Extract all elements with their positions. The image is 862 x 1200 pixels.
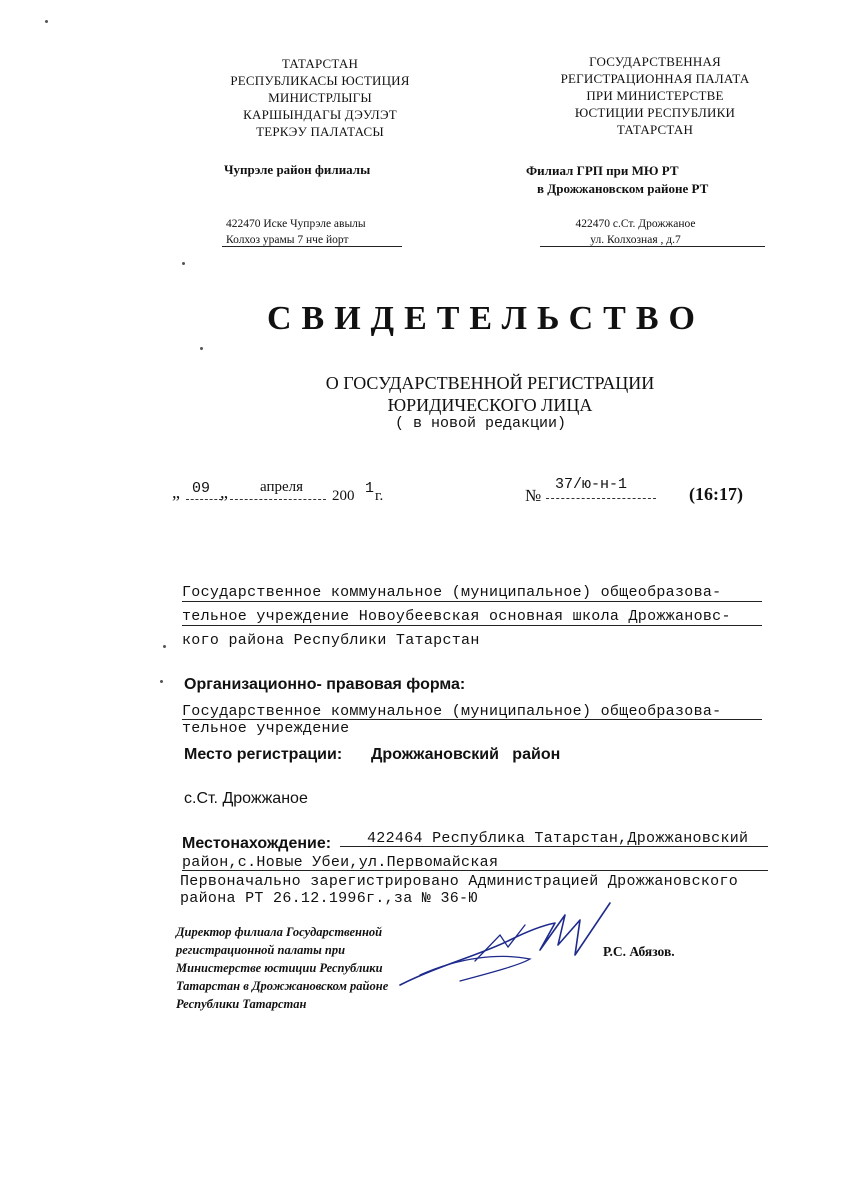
date-year-prefix: 200 — [332, 488, 355, 504]
initial-registration-line: Первоначально зарегистрировано Администрацией Дрожжановского — [180, 873, 739, 890]
scan-speck — [182, 262, 185, 265]
header-left-line: МИНИСТРЛЫГЫ — [268, 90, 372, 105]
header-right-line: ЮСТИЦИИ РЕСПУБЛИКИ — [574, 105, 736, 120]
signatory-block — [176, 923, 388, 1013]
document-title: СВИДЕТЕЛЬСТВО — [267, 300, 705, 337]
location-rule-1 — [340, 846, 768, 847]
signatory-line: Министерстве юстиции Республики — [176, 961, 383, 975]
date-close-quote: „ — [220, 482, 228, 502]
subtitle — [280, 372, 700, 416]
org-name-rule-1 — [182, 601, 762, 602]
header-left-line: ТАТАРСТАН — [281, 56, 359, 71]
subtitle-line-1: О ГОСУДАРСТВЕННОЙ РЕГИСТРАЦИИ — [325, 373, 655, 393]
location-rule-2 — [182, 870, 768, 871]
header-right-line: ГОСУДАРСТВЕННАЯ — [589, 54, 721, 69]
header-left-branch: Чупрэле район филиалы — [224, 162, 371, 177]
number-label: № — [525, 486, 542, 505]
legal-form-rule — [182, 719, 762, 720]
org-name-line: кого района Республики Татарстан — [182, 632, 480, 649]
date-year-suffix: г. — [375, 488, 384, 504]
date-month: апреля — [260, 479, 304, 495]
initial-registration-line: района РТ 26.12.1996г.,за № 36-Ю — [180, 890, 478, 907]
legal-form-line: Государственное коммунальное (муниципальное) общеобразова- — [182, 703, 722, 720]
location-line-1: 422464 Республика Татарстан,Дрожжановский — [367, 830, 749, 847]
header-right-branch-1: Филиал ГРП при МЮ РТ — [526, 163, 679, 178]
registration-number — [525, 478, 765, 510]
registration-place-value: Дрожжановский район — [371, 746, 561, 763]
signatory-name: Р.С. Абязов. — [603, 944, 675, 959]
date-line — [172, 480, 412, 510]
legal-form-value — [182, 703, 822, 737]
signatory-line: Директор филиала Государственной — [176, 925, 383, 939]
subtitle-edition: ( в новой редакции) — [395, 415, 567, 432]
org-name-line: Государственное коммунальное (муниципальное) общеобразова- — [182, 584, 722, 601]
header-right-line: ПРИ МИНИСТЕРСТВЕ — [586, 88, 724, 103]
number-underline — [546, 498, 656, 499]
org-name-line: тельное учреждение Новоубеевская основная школа Дрожжановс- — [182, 608, 731, 625]
date-year-digit: 1 — [365, 480, 375, 497]
header-left-address-line: Колхоз урамы 7 нче йорт — [226, 234, 349, 246]
legal-form-label: Организационно- правовая форма: — [184, 676, 466, 693]
header-right-address — [553, 216, 718, 248]
header-right-address-line: 422470 с.Ст. Дрожжаное — [575, 218, 696, 230]
header-left-line: РЕСПУБЛИКАСЫ ЮСТИЦИЯ — [230, 73, 410, 88]
legal-form-line: тельное учреждение — [182, 720, 350, 737]
scan-speck — [200, 347, 203, 350]
header-right-line: ТАТАРСТАН — [616, 122, 694, 137]
signatory-line: Татарстан в Дрожжановском районе — [176, 979, 389, 993]
handwritten-signature — [380, 895, 620, 995]
header-left-line: ТЕРКЭУ ПАЛАТАСЫ — [256, 124, 384, 139]
header-left-rule — [222, 246, 402, 247]
date-day: 09 — [192, 480, 211, 497]
header-right-address-line: ул. Колхозная , д.7 — [590, 234, 681, 246]
header-left-line: КАРШЫНДАГЫ ДЭУЛЭТ — [243, 107, 397, 122]
header-left-address-line: 422470 Иске Чупрэле авылы — [226, 218, 366, 230]
location-label: Местонахождение: — [182, 835, 332, 852]
org-name — [182, 583, 822, 650]
scan-speck — [163, 645, 166, 648]
registration-place-label: Место регистрации: — [184, 746, 343, 763]
signatory-line: регистрационной палаты при — [176, 943, 346, 957]
header-right-rule — [540, 246, 765, 247]
date-day-underline — [186, 499, 222, 500]
subtitle-line-2: ЮРИДИЧЕСКОГО ЛИЦА — [387, 395, 593, 415]
signatory-line: Республики Татарстан — [176, 997, 307, 1011]
header-right-line: РЕГИСТРАЦИОННАЯ ПАЛАТА — [560, 71, 750, 86]
header-right — [530, 53, 780, 138]
header-right-branch-2: в Дрожжановском районе РТ — [537, 181, 709, 196]
header-left-address — [226, 216, 366, 248]
location-line-2: район,с.Новые Убеи,ул.Первомайская — [182, 854, 499, 871]
registration-village: с.Ст. Дрожжаное — [184, 790, 308, 807]
date-month-underline — [230, 499, 326, 500]
org-name-rule-2 — [182, 625, 762, 626]
header-left — [205, 55, 435, 140]
number-code: (16:17) — [689, 484, 743, 504]
number-value: 37/ю-н-1 — [555, 476, 628, 493]
scan-speck — [45, 20, 48, 23]
date-open-quote: „ — [172, 482, 180, 502]
scan-speck — [160, 680, 163, 683]
